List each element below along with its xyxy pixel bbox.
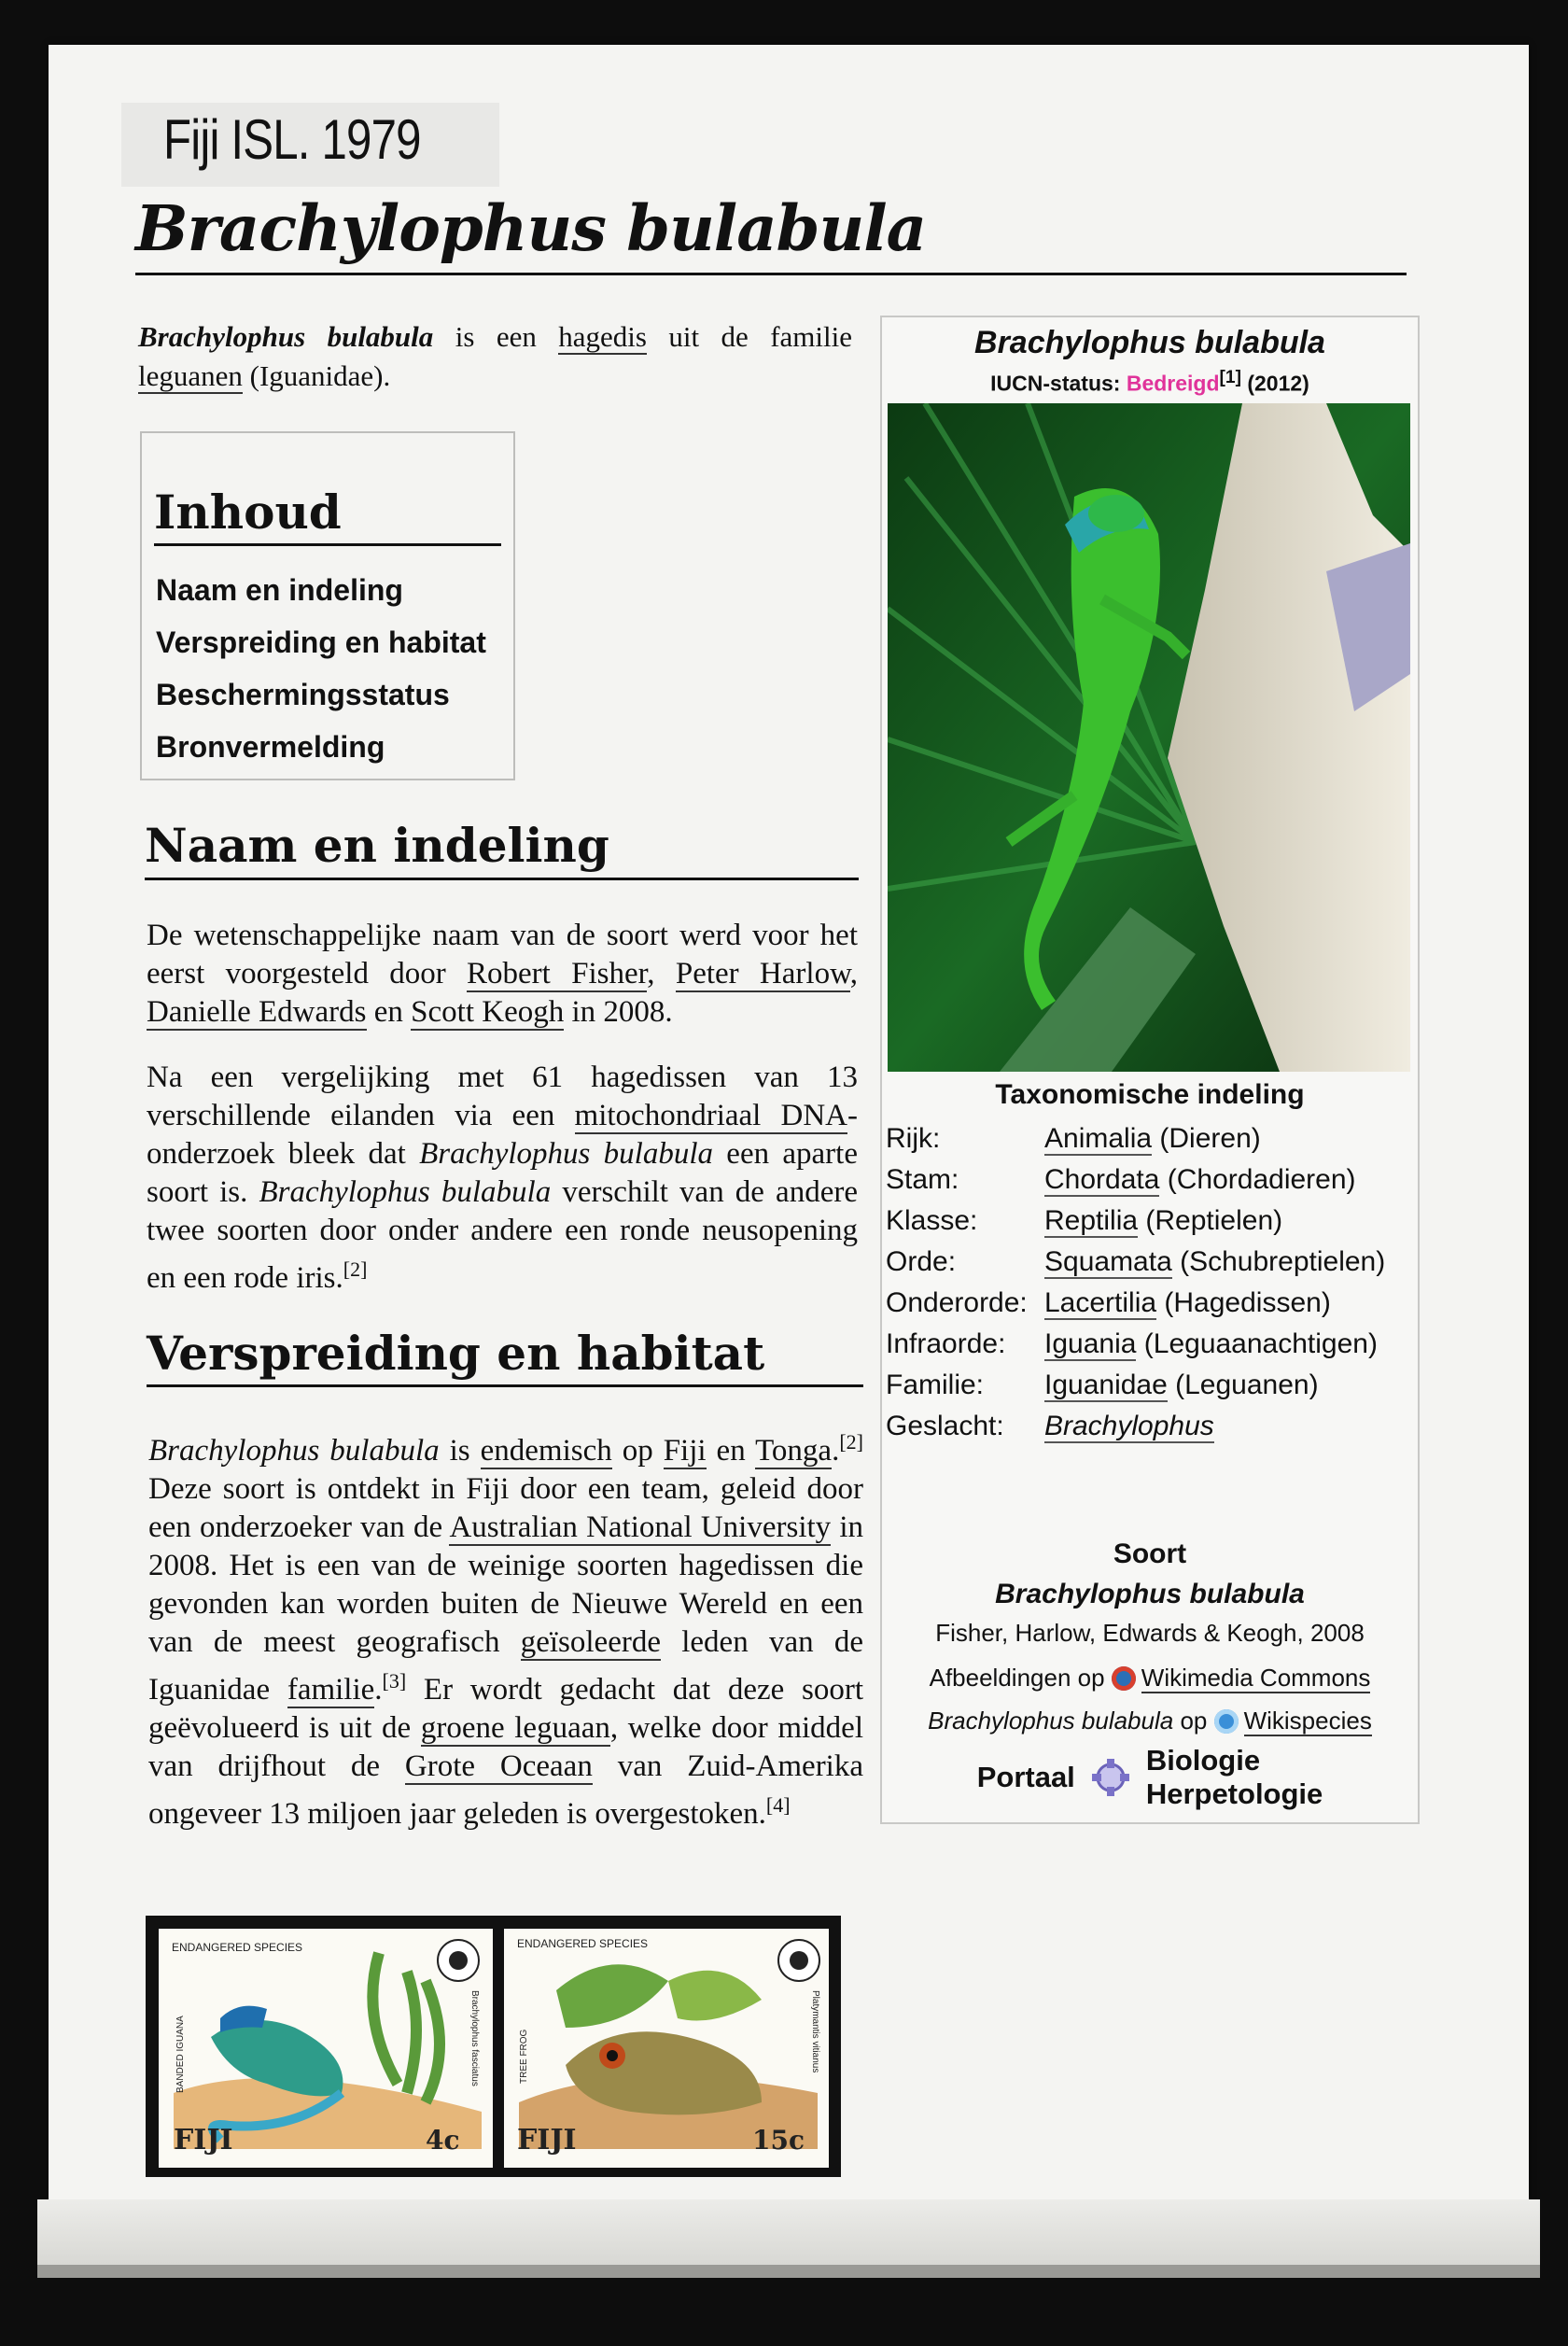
species-name-italic: Brachylophus bulabula [419,1137,714,1171]
taxon-link[interactable]: Lacertilia [1044,1287,1157,1318]
stamp-1-side-label: BANDED IGUANA [175,2016,186,2093]
wikispecies-icon [1214,1709,1239,1734]
link-hagedis[interactable]: hagedis [558,320,647,353]
portal-biologie-link[interactable]: Biologie [1145,1744,1261,1777]
link-tonga[interactable]: Tonga [755,1434,833,1468]
rank-label: Geslacht: [886,1411,1004,1441]
para-text: Na een vergelijking met 61 hagedissen van 13 verschillende eilanden via een [147,1061,858,1132]
toc-item-bron[interactable]: Bronvermelding [156,730,385,764]
para-text: en [366,995,412,1029]
link-wikimedia-commons[interactable]: Wikimedia Commons [1141,1664,1371,1692]
taxonomy-row [886,1242,1408,1283]
paragraph-verspreiding [148,1423,863,1833]
link-wikispecies[interactable]: Wikispecies [1243,1707,1372,1735]
wikimedia-commons-icon [1112,1666,1136,1691]
paragraph-naam-1 [147,917,858,1032]
species-name-italic: Brachylophus bulabula [259,1175,552,1209]
link-anu[interactable]: Australian National University [449,1510,832,1544]
taxonomy-row [886,1201,1408,1242]
para-text: , [849,957,859,990]
para-text: in 2008. [564,995,673,1029]
stamp-1-country: FIJI [174,2124,233,2156]
page-title: Brachylophus bulabula [135,191,927,265]
taxon-common: (Reptielen) [1138,1205,1283,1236]
rank-label: Klasse: [886,1205,978,1236]
rank-label: Orde: [886,1246,957,1277]
table-of-contents [140,431,515,780]
para-text: in 2008. Het is een van de weinige soorten hagedissen die gevonden kan worden buiten de Nieuwe Wereld en een van de meest geografisch [148,1510,863,1659]
iucn-status [882,368,1418,397]
taxobox [880,316,1420,1824]
taxonomy-row [886,1324,1408,1365]
species-authors[interactable]: Fisher, Harlow, Edwards & Keogh, 2008 [935,1619,1365,1647]
reference-link[interactable]: [3] [382,1669,407,1693]
taxon-link[interactable]: Brachylophus [1044,1411,1214,1441]
link-fiji[interactable]: Fiji [663,1434,707,1468]
taxonomy-row [886,1118,1408,1159]
link-groene-leguaan[interactable]: groene leguaan [420,1711,610,1745]
taxonomy-row [886,1283,1408,1324]
taxon-link[interactable]: Squamata [1044,1246,1172,1277]
species-name-italic: Brachylophus bulabula [148,1434,440,1468]
portal-icon [1088,1755,1133,1800]
portal-links [1146,1744,1323,1811]
reference-link[interactable]: [2] [343,1257,368,1281]
paragraph-naam-2 [147,1059,858,1298]
portal-label: Portaal [976,1761,1075,1793]
reference-link[interactable]: [1] [1219,368,1241,387]
intro-text: uit de familie [646,320,853,353]
taxon-link[interactable]: Reptilia [1044,1205,1139,1236]
species-heading: Soort [1113,1538,1187,1569]
stamp-1-top-label: ENDANGERED SPECIES [172,1941,303,1954]
taxonomy-heading: Taxonomische indeling [995,1079,1305,1110]
taxonomy-table [886,1118,1408,1447]
rank-label: Onderorde: [886,1287,1028,1318]
stamp-2-top-label: ENDANGERED SPECIES [517,1937,649,1950]
link-mitochondriaal-dna[interactable]: mitochondriaal DNA [574,1099,847,1132]
para-text: op [611,1434,664,1468]
taxon-link[interactable]: Iguanidae [1044,1370,1168,1400]
taxon-link[interactable]: Iguania [1044,1328,1137,1359]
year-label: Fiji ISL. 1979 [163,108,421,171]
stamp-2-country: FIJI [517,2124,577,2156]
link-robert-fisher[interactable]: Robert Fisher [467,957,648,990]
commons-line [882,1662,1418,1693]
para-text: Deze soort is ontdekt in Fiji door een team, geleid door een onderzoeker van de [148,1472,863,1544]
stamps-artwork [146,1916,841,2177]
reference-link[interactable]: [4] [765,1793,791,1817]
section-rule [147,1384,863,1387]
para-text: en [706,1434,756,1468]
taxon-common: (Chordadieren) [1159,1164,1356,1195]
taxon-common: (Dieren) [1152,1123,1261,1154]
taxonomy-row [886,1365,1408,1406]
taxon-common: (Leguaanachtigen) [1136,1328,1378,1359]
toc-item-naam[interactable]: Naam en indeling [156,573,403,607]
taxon-link[interactable]: Chordata [1044,1164,1160,1195]
para-text: . [832,1434,840,1468]
rank-label: Rijk: [886,1123,941,1154]
intro-species-name: Brachylophus bulabula [138,320,434,353]
toc-title: Inhoud [154,485,342,540]
portal-row [882,1744,1418,1811]
portal-herpetologie-link[interactable]: Herpetologie [1145,1777,1323,1810]
para-text: De wetenschappelijke naam van de soort werd voor het eerst voorgesteld door [147,919,858,990]
page-bottom-strip [37,2199,1540,2265]
species-name-italic: Brachylophus bulabula [928,1707,1174,1735]
title-rule [135,273,1407,275]
link-scott-keogh[interactable]: Scott Keogh [411,995,565,1029]
rank-label: Stam: [886,1164,959,1195]
wikispecies-text: op [1173,1707,1214,1735]
link-danielle-edwards[interactable]: Danielle Edwards [147,995,367,1029]
lizard-photo [888,403,1410,1072]
taxon-common: (Schubreptielen) [1171,1246,1386,1277]
link-leguanen[interactable]: leguanen [138,359,243,392]
taxonomy-row [886,1406,1408,1447]
commons-text: Afbeeldingen op [929,1664,1112,1692]
section-heading-verspreiding: Verspreiding en habitat [147,1326,765,1381]
taxonomy-row [886,1159,1408,1201]
link-endemisch[interactable]: endemisch [480,1434,612,1468]
taxon-link[interactable]: Animalia [1044,1123,1153,1154]
para-text: , welke door middel van drijfhout de [148,1711,863,1783]
link-familie[interactable]: familie [287,1673,375,1707]
intro-paragraph [138,317,852,396]
intro-text: is een [433,320,559,353]
taxon-common: (Leguanen) [1167,1370,1319,1400]
toc-rule [154,543,501,546]
para-text: -onderzoek bleek dat [147,1099,858,1171]
taxobox-title: Brachylophus bulabula [974,325,1325,360]
stamp-2-side-label-2: Platymantis vitianus [810,1990,820,2073]
reference-link[interactable]: [2] [839,1430,863,1454]
link-geisoleerde[interactable]: geïsoleerde [520,1625,661,1659]
iucn-value-link[interactable]: Bedreigd [1126,371,1220,396]
para-text: een aparte soort is. [147,1137,858,1209]
link-grote-oceaan[interactable]: Grote Oceaan [404,1749,593,1783]
link-peter-harlow[interactable]: Peter Harlow [675,957,850,990]
stamp-2-value: 15c [752,2125,805,2156]
taxon-common: (Hagedissen) [1156,1287,1331,1318]
iucn-label: IUCN-status: [990,371,1127,396]
stamp-strip [146,1916,841,2177]
intro-text: (Iguanidae). [242,359,391,392]
iucn-year: (2012) [1240,371,1309,396]
section-heading-naam: Naam en indeling [145,818,609,873]
stamp-2-side-label: TREE FROG [519,2029,529,2084]
para-text: verschilt van de andere twee soorten door onder andere een ronde neusopening en een rode iris. [147,1175,858,1295]
section-rule [145,878,859,880]
para-text: leden van de Iguanidae [148,1625,863,1707]
species-name: Brachylophus bulabula [995,1579,1305,1609]
page-bottom-edge [37,2265,1540,2278]
rank-label: Familie: [886,1370,985,1400]
stamp-1-value: 4c [426,2125,460,2156]
para-text: Er wordt gedacht dat deze soort geëvolueerd is uit de [148,1673,863,1745]
para-text: . [374,1673,383,1707]
para-text: , [647,957,676,990]
rank-label: Infraorde: [886,1328,1006,1359]
toc-item-bescherming[interactable]: Beschermingsstatus [156,678,450,711]
para-text: is [439,1434,481,1468]
wikispecies-line [882,1705,1418,1735]
toc-item-verspreiding[interactable]: Verspreiding en habitat [156,625,486,659]
para-text: van Zuid-Amerika ongeveer 13 miljoen jaar geleden is overgestoken. [148,1749,864,1831]
stamp-1-side-label-2: Brachylophus fasciatus [469,1990,480,2086]
